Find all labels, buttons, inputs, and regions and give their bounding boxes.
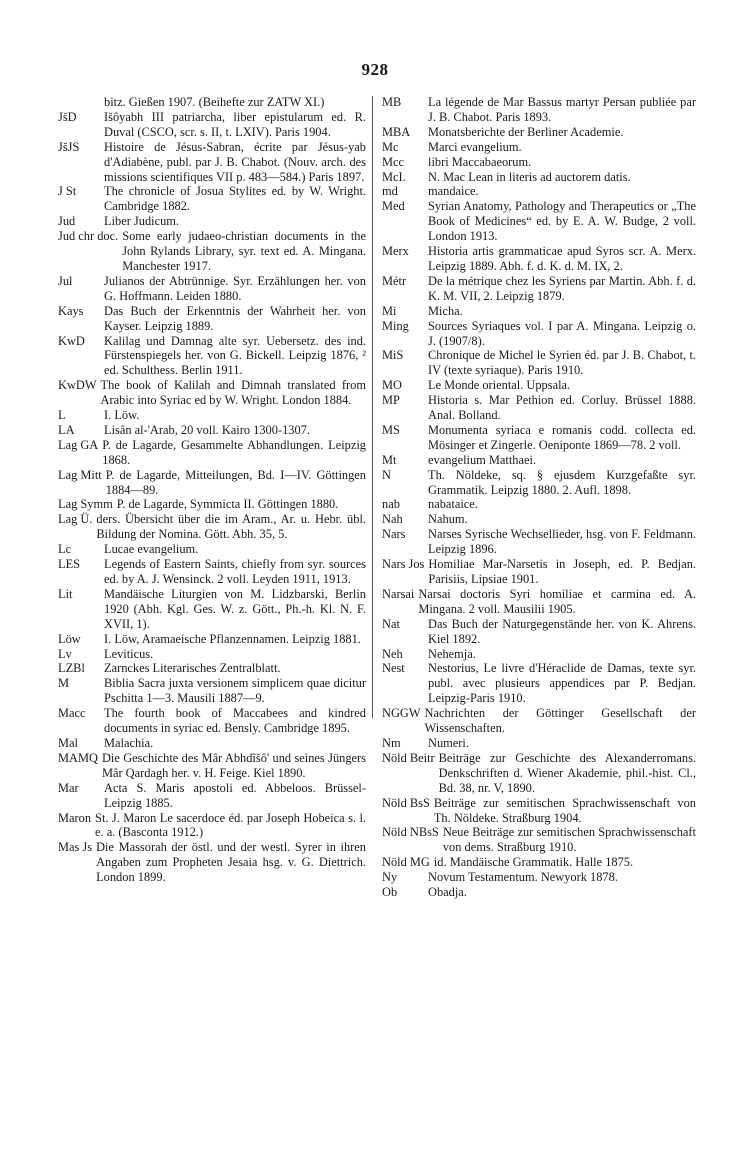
entry-description: Lucae evangelium. <box>104 542 199 557</box>
entry-description: Die Massorah der östl. und der westl. Syrer in ihren Angaben zum Propheten Jesaia hsg. v. G. Diettrich. London 1899. <box>96 840 366 885</box>
entry-abbreviation: LZBl <box>58 661 85 676</box>
entry-abbreviation: Mi <box>382 303 397 318</box>
bibliography-entry <box>382 199 696 244</box>
entry-abbreviation: MS <box>382 422 400 437</box>
entry-description: Malachia. <box>104 735 154 750</box>
bibliography-entry <box>58 542 366 557</box>
entry-description: id. Mandäische Grammatik. Halle 1875. <box>433 855 634 870</box>
entry-description: Monumenta syriaca e romanis codd. collecta ed. Mösinger et Zingerle. Oeniponte 1869—78. 2 voll. <box>428 422 696 452</box>
entry-abbreviation: Macc <box>58 706 86 721</box>
bibliography-entry <box>58 811 366 841</box>
right-column <box>382 95 696 900</box>
bibliography-entry <box>382 527 696 557</box>
entry-abbreviation: MAMQ <box>58 750 98 765</box>
bibliography-entry <box>58 736 366 751</box>
entry-abbreviation: Mal <box>58 735 78 750</box>
bibliography-entry <box>58 497 366 512</box>
entry-abbreviation: Ming <box>382 318 409 333</box>
bibliography-entry <box>382 587 696 617</box>
entry-abbreviation: Nöld BsS <box>382 795 430 810</box>
bibliography-entry <box>382 617 696 647</box>
bibliography-entry <box>58 423 366 438</box>
entry-description: Liber Judicum. <box>104 214 180 229</box>
entry-description: De la métrique chez les Syriens par Martin. Abh. f. d. K. M. VII, 2. Leipzig 1879. <box>428 273 696 303</box>
entry-description: Neue Beiträge zur semitischen Sprachwissenschaft von dems. Straßburg 1910. <box>442 825 696 855</box>
entry-abbreviation: Lc <box>58 542 72 557</box>
entry-abbreviation: Mcc <box>382 154 405 169</box>
bibliography-entry <box>382 170 696 185</box>
entry-description: Homiliae Mar-Narsetis in Joseph, ed. P. Bedjan. Parisiis, Lipsiae 1901. <box>428 557 696 586</box>
entry-abbreviation: LA <box>58 422 75 437</box>
entry-description: Nestorius, Le livre d'Héraclide de Damas, texte syr. publ. avec plusieurs appendices par P. Bedjan. Leipzig-Paris 1910. <box>428 661 696 706</box>
entry-abbreviation: LES <box>58 557 81 572</box>
bibliography-entry <box>382 796 696 826</box>
entry-abbreviation: Maron <box>58 810 92 825</box>
entry-abbreviation: Nars <box>382 527 406 542</box>
entry-abbreviation: M <box>58 676 70 691</box>
entry-description: I. Löw, Aramaeische Pflanzennamen. Leipzig 1881. <box>104 631 361 646</box>
entry-abbreviation: Neh <box>382 646 403 661</box>
entry-description: libri Maccabaeorum. <box>428 154 532 169</box>
entry-description: Micha. <box>428 303 463 318</box>
entry-description: evangelium Matthaei. <box>428 452 537 467</box>
entry-description: P. de Lagarde, Symmicta II. Göttingen 1880. <box>116 497 339 512</box>
entry-description: St. J. Maron Le sacerdoce éd. par Joseph Hobeica s. l. e. a. (Basconta 1912.) <box>95 810 366 840</box>
entry-description: Sources Syriaques vol. I par A. Mingana. Leipzig o. J. (1907/8). <box>428 318 696 348</box>
entry-description: Die Geschichte des Mâr Abhdîšô' und seines Jüngers Mâr Qardagh her. v. H. Feige. Kiel 1890. <box>101 750 366 780</box>
entry-abbreviation: Jud chr doc. <box>58 229 119 244</box>
bibliography-entry <box>58 557 366 587</box>
entry-description: Narsai doctoris Syri homiliae et carmina ed. A. Mingana. 2 voll. Mausilii 1905. <box>418 586 696 616</box>
bibliography-entry <box>58 304 366 334</box>
entry-description: The chronicle of Josua Stylites ed. by W. Wright. Cambridge 1882. <box>104 184 366 214</box>
entry-description: Historia artis grammaticae apud Syros scr. A. Merx. Leipzig 1889. Abh. f. d. K. d. M. IX, 2. <box>428 244 696 273</box>
bibliography-entry <box>382 647 696 662</box>
entry-description: Th. Nöldeke, sq. § ejusdem Kurzgefaßte syr. Grammatik. Leipzig 1880. 2. Aufl. 1898. <box>428 467 696 497</box>
entry-description: Monatsberichte der Berliner Academie. <box>428 124 624 139</box>
bibliography-entry <box>382 497 696 512</box>
entry-description: Le Monde oriental. Uppsala. <box>428 378 571 393</box>
entry-description: Das Buch der Naturgegenstände her. von K. Ahrens. Kiel 1892. <box>428 616 696 646</box>
entry-description: Nachrichten der Göttinger Gesellschaft der Wissenschaften. <box>424 706 696 736</box>
bibliography-entry <box>382 319 696 349</box>
entry-abbreviation: L <box>58 408 66 423</box>
bibliography-entry <box>382 870 696 885</box>
entry-abbreviation: Mar <box>58 780 79 795</box>
entry-description: bitz. Gießen 1907. (Beihefte zur ZATW XI.) <box>104 95 325 109</box>
entry-description: Obadja. <box>428 885 467 900</box>
entry-description: Das Buch der Erkenntnis der Wahrheit her. von Kayser. Leipzig 1889. <box>104 303 366 333</box>
bibliography-entry <box>58 140 366 185</box>
bibliography-entry <box>58 468 366 498</box>
bibliography-entry <box>382 751 696 796</box>
bibliography-entry <box>58 95 366 110</box>
entry-description: mandaice. <box>428 184 479 199</box>
bibliography-entry <box>58 781 366 811</box>
bibliography-entry <box>58 632 366 647</box>
entry-abbreviation: Kays <box>58 303 84 318</box>
column-divider <box>372 96 373 718</box>
bibliography-entry <box>382 244 696 274</box>
entry-abbreviation: Nöld Beitr <box>382 750 435 765</box>
entry-abbreviation: Jud <box>58 214 76 229</box>
page-number: 928 <box>361 60 389 79</box>
entry-abbreviation: KwD <box>58 333 85 348</box>
bibliography-entry <box>382 855 696 870</box>
bibliography-entry <box>382 125 696 140</box>
entry-abbreviation: Lit <box>58 586 73 601</box>
bibliography-entry <box>58 184 366 214</box>
entry-description: Marci evangelium. <box>428 139 522 154</box>
entry-description: Historia s. Mar Pethion ed. Corluy. Brüssel 1888. Anal. Bolland. <box>428 393 696 423</box>
entry-abbreviation: Métr <box>382 273 407 288</box>
entry-description: Histoire de Jésus-Sabran, écrite par Jésus-yab d'Adiabène, publ. par J. B. Chabot. (Nouv. arch. des missions scientifiques VII p. 483—584.) Paris 1897. <box>104 139 366 184</box>
bibliography-entry <box>382 825 696 855</box>
entry-abbreviation: Nöld MG <box>382 855 430 870</box>
entry-abbreviation: Mas Js <box>58 840 93 855</box>
entry-abbreviation: MiS <box>382 348 404 363</box>
entry-description: Išôyabh III patriarcha, liber epistularum ed. R. Duval (CSCO, scr. s. II, t. LXIV). Paris 1904. <box>104 109 366 139</box>
bibliography-entry <box>58 334 366 379</box>
entry-description: Beiträge zur semitischen Sprachwissenschaft von Th. Nöldeke. Straßburg 1904. <box>433 795 696 825</box>
bibliography-entry <box>382 155 696 170</box>
left-column <box>58 95 366 885</box>
bibliography-entry <box>382 885 696 900</box>
bibliography-entry <box>382 184 696 199</box>
bibliography-entry <box>382 348 696 378</box>
bibliography-entry <box>58 274 366 304</box>
entry-description: Numeri. <box>428 735 469 750</box>
bibliography-entry <box>58 378 366 408</box>
bibliography-entry <box>382 423 696 453</box>
entry-abbreviation: Lag Mitt <box>58 467 102 482</box>
bibliography-entry <box>58 840 366 885</box>
entry-abbreviation: JšJS <box>58 139 80 154</box>
entry-description: Chronique de Michel le Syrien éd. par J. B. Chabot, t. IV (texte syriaque). Paris 1910. <box>428 348 696 378</box>
entry-abbreviation: NGGW <box>382 706 421 721</box>
entry-description: Leviticus. <box>104 646 154 661</box>
entry-abbreviation: J St <box>58 184 77 199</box>
bibliography-entry <box>382 378 696 393</box>
bibliography-entry <box>382 95 696 125</box>
entry-description: Nahum. <box>428 512 468 527</box>
entry-description: Acta S. Maris apostoli ed. Abbeloos. Brüssel-Leipzig 1885. <box>104 780 366 810</box>
entry-description: Nehemja. <box>428 646 476 661</box>
entry-abbreviation: Nah <box>382 512 403 527</box>
bibliography-entry <box>382 274 696 304</box>
entry-abbreviation: Mt <box>382 452 397 467</box>
entry-abbreviation: Med <box>382 199 405 214</box>
bibliography-entry <box>382 706 696 736</box>
bibliography-entry <box>58 676 366 706</box>
entry-abbreviation: nab <box>382 497 400 512</box>
bibliography-entry <box>58 587 366 632</box>
entry-abbreviation: Mc <box>382 139 399 154</box>
bibliography-entry <box>382 304 696 319</box>
bibliography-entry <box>382 393 696 423</box>
entry-abbreviation: McI. <box>382 169 406 184</box>
entry-abbreviation: Lv <box>58 646 72 661</box>
bibliography-entry <box>382 468 696 498</box>
bibliography-entry <box>58 512 366 542</box>
entry-abbreviation: Lag GA <box>58 437 99 452</box>
entry-abbreviation: Nest <box>382 661 405 676</box>
entry-description: I. Löw. <box>104 408 140 423</box>
entry-description: Narses Syrische Wechsellieder, hsg. von F. Feldmann. Leipzig 1896. <box>428 527 696 557</box>
entry-abbreviation: Merx <box>382 244 409 259</box>
entry-abbreviation: Nat <box>382 616 400 631</box>
entry-description: The book of Kalilah and Dimnah translated from Arabic into Syriac ed by W. Wright. London 1884. <box>100 378 366 408</box>
entry-description: Beiträge zur Geschichte des Alexanderromans. Denkschriften d. Wiener Akademie, phil.-hist. Cl., Bd. 38, nr. V, 1890. <box>438 750 696 795</box>
entry-description: Novum Testamentum. Newyork 1878. <box>428 870 618 885</box>
entry-description: The fourth book of Maccabees and kindred documents in syriac ed. Bensly. Cambridge 1895. <box>104 706 366 736</box>
entry-description: nabataice. <box>428 497 478 512</box>
entry-description: La légende de Mar Bassus martyr Persan publiée par J. B. Chabot. Paris 1893. <box>428 95 696 124</box>
entry-description: P. de Lagarde, Mitteilungen, Bd. I—IV. Göttingen 1884—89. <box>105 467 366 497</box>
bibliography-entry <box>58 751 366 781</box>
bibliography-entry <box>58 408 366 423</box>
entry-abbreviation: Lag Symm <box>58 497 113 512</box>
entry-abbreviation: Ny <box>382 870 398 885</box>
entry-description: Legends of Eastern Saints, chiefly from syr. sources ed. by A. J. Wensinck. 2 voll. Leyden 1911, 1913. <box>104 557 366 586</box>
bibliography-entry <box>58 229 366 274</box>
entry-description: Mandäische Liturgien von M. Lidzbarski, Berlin 1920 (Abh. Kgl. Ges. W. z. Gött., Ph.-h. Kl. N. F. XVII, 1). <box>104 586 366 631</box>
entry-abbreviation: MP <box>382 393 400 408</box>
bibliography-entry <box>58 438 366 468</box>
entry-description: Some early judaeo-christian documents in the John Rylands Library, syr. text ed. A. Mingana. Manchester 1917. <box>122 229 366 273</box>
entry-abbreviation: Löw <box>58 631 81 646</box>
bibliography-entry <box>58 706 366 736</box>
entry-abbreviation: Nm <box>382 735 401 750</box>
bibliography-entry <box>58 647 366 662</box>
entry-description: P. de Lagarde, Gesammelte Abhandlungen. Leipzig 1868. <box>102 437 366 467</box>
entry-description: ders. Übersicht über die im Aram., Ar. u. Hebr. übl. Bildung der Nomina. Gött. Abh. 35, 5. <box>96 512 366 542</box>
entry-abbreviation: JšD <box>58 109 77 124</box>
entry-description: Syrian Anatomy, Pathology and Therapeutics or „The Book of Medicines“ ed. by E. A. W. Budge, 2 voll. London 1913. <box>428 199 696 244</box>
bibliography-entry <box>382 140 696 155</box>
bibliography-entry <box>58 661 366 676</box>
entry-description: Zarnckes Literarisches Zentralblatt. <box>104 661 281 676</box>
entry-description: Biblia Sacra juxta versionem simplicem quae dicitur Pschitta 1—3. Mausili 1887—9. <box>104 676 366 706</box>
entry-abbreviation: Nars Jos <box>382 557 425 572</box>
entry-description: N. Mac Lean in literis ad auctorem datis. <box>428 169 631 184</box>
entry-description: Kalilag und Damnag alte syr. Uebersetz. des ind. Fürstenspiegels her. von G. Bickell. Leipzig 1876, ² ed. Schulthess. Berlin 1911. <box>104 333 366 378</box>
bibliography-entry <box>58 110 366 140</box>
entry-abbreviation: Narsai <box>382 586 415 601</box>
entry-abbreviation: KwDW <box>58 378 97 393</box>
bibliography-entry <box>382 661 696 706</box>
bibliography-entry <box>382 453 696 468</box>
bibliography-entry <box>58 214 366 229</box>
entry-abbreviation: Nöld NBsS <box>382 825 439 840</box>
bibliography-entry <box>382 736 696 751</box>
entry-description: Julianos der Abtrünnige. Syr. Erzählungen her. von G. Hoffmann. Leiden 1880. <box>104 273 366 303</box>
entry-abbreviation: Ob <box>382 885 398 900</box>
entry-abbreviation: Jul <box>58 273 73 288</box>
entry-abbreviation: N <box>382 467 391 482</box>
entry-abbreviation: Lag Ü. <box>58 512 93 527</box>
entry-description: Lisân al-'Arab, 20 voll. Kairo 1300-1307. <box>104 422 310 437</box>
entry-abbreviation: MB <box>382 95 402 109</box>
bibliography-entry <box>382 557 696 587</box>
entry-abbreviation: MBA <box>382 124 411 139</box>
entry-abbreviation: md <box>382 184 398 199</box>
bibliography-entry <box>382 512 696 527</box>
entry-abbreviation: MO <box>382 378 402 393</box>
